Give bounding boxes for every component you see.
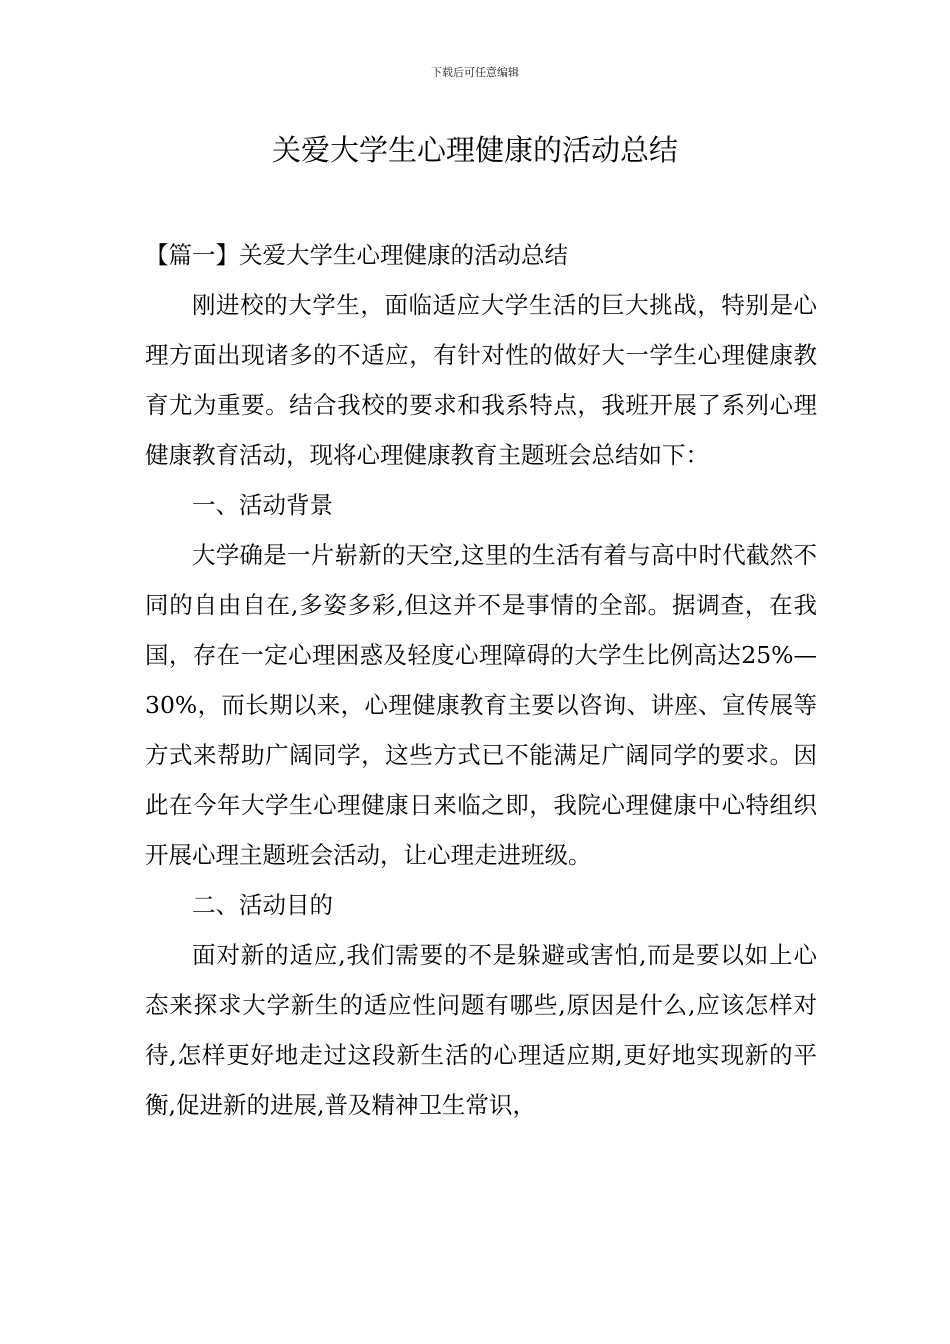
document-title: 关爱大学生心理健康的活动总结 [271, 133, 678, 167]
heading-activity-purpose: 二、活动目的 [192, 891, 333, 919]
heading-activity-background: 一、活动背景 [192, 491, 333, 519]
document-body [145, 230, 817, 1130]
section-heading: 【篇一】关爱大学生心理健康的活动总结 [145, 241, 568, 269]
intro-paragraph: 刚进校的大学生，面临适应大学生活的巨大挑战，特别是心理方面出现诸多的不适应，有针对性的做好大一学生心理健康教育尤为重要。结合我校的要求和我系特点，我班开展了系列心理健康教育活动，现将心理健康教育主题班会总结如下： [145, 291, 817, 469]
background-paragraph: 大学确是一片崭新的天空,这里的生活有着与高中时代截然不同的自由自在,多姿多彩,但这并不是事情的全部。据调查，在我国，存在一定心理困惑及轻度心理障碍的大学生比例高达25%—30%，而长期以来，心理健康教育主要以咨询、讲座、宣传展等方式来帮助广阔同学，这些方式已不能满足广阔同学的要求。因此在今年大学生心理健康日来临之即，我院心理健康中心特组织开展心理主题班会活动，让心理走进班级。 [145, 541, 817, 869]
purpose-paragraph: 面对新的适应,我们需要的不是躲避或害怕,而是要以如上心态来探求大学新生的适应性问题有哪些,原因是什么,应该怎样对待,怎样更好地走过这段新生活的心理适应期,更好地实现新的平衡,促进新的进展,普及精神卫生常识， [145, 941, 817, 1119]
header-note: 下载后可任意编辑 [431, 66, 519, 79]
